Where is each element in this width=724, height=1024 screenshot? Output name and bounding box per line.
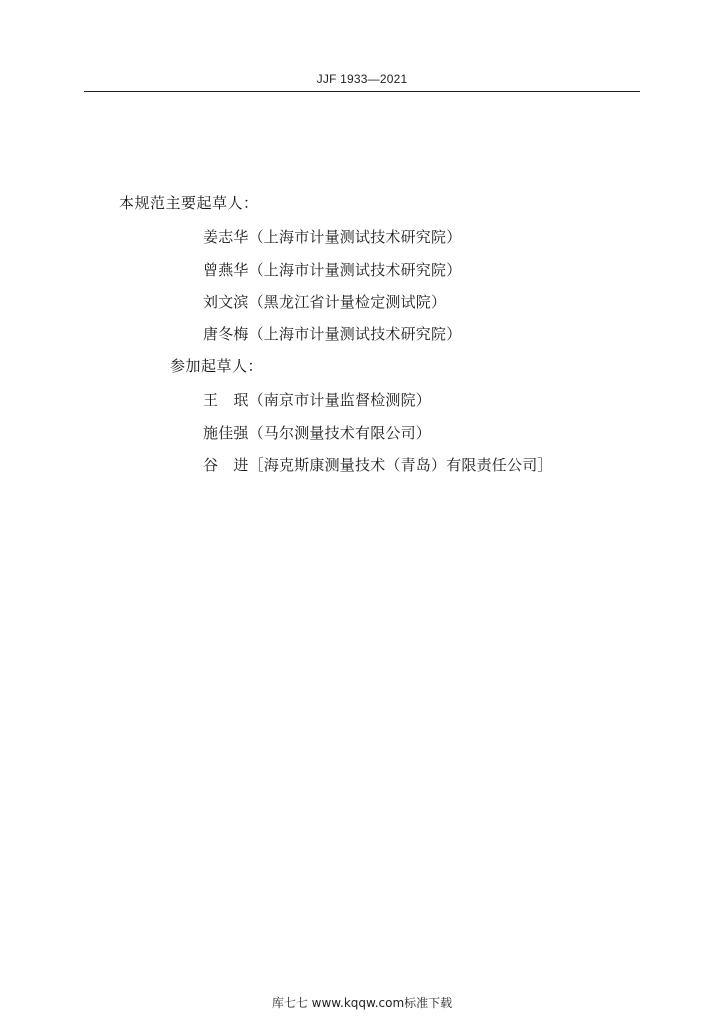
drafter-name: 曾燕华	[203, 261, 249, 279]
drafter-name: 王 珉	[203, 391, 249, 409]
drafter-organization: （上海市计量测试技术研究院）	[248, 228, 462, 246]
header-divider	[84, 91, 640, 92]
drafter-name: 姜志华	[203, 228, 249, 246]
main-drafter-row	[203, 259, 461, 280]
download-source-footer: 库七七 www.kqqw.com标准下载	[271, 996, 453, 1010]
drafter-organization: ［海克斯康测量技术（青岛）有限责任公司］	[248, 456, 553, 474]
participating-drafter-row	[203, 422, 431, 443]
participating-drafter-row	[203, 454, 553, 475]
drafter-name: 施佳强	[203, 424, 249, 442]
drafter-organization: （南京市计量监督检测院）	[248, 391, 432, 409]
standard-code-header: JJF 1933—2021	[316, 72, 408, 86]
drafter-name: 刘文滨	[203, 293, 249, 311]
main-drafter-row	[203, 291, 446, 312]
drafter-organization: （上海市计量测试技术研究院）	[248, 261, 462, 279]
main-drafters-label: 本规范主要起草人：	[119, 194, 259, 212]
drafter-name: 唐冬梅	[203, 325, 249, 343]
participating-drafter-row	[203, 389, 431, 410]
participating-drafters-label: 参加起草人：	[170, 357, 264, 375]
main-drafter-row	[203, 323, 461, 344]
drafter-organization: （马尔测量技术有限公司）	[248, 424, 432, 442]
drafter-name: 谷 进	[203, 456, 249, 474]
drafter-organization: （上海市计量测试技术研究院）	[248, 325, 462, 343]
drafter-organization: （黑龙江省计量检定测试院）	[248, 293, 447, 311]
main-drafter-row	[203, 226, 461, 247]
